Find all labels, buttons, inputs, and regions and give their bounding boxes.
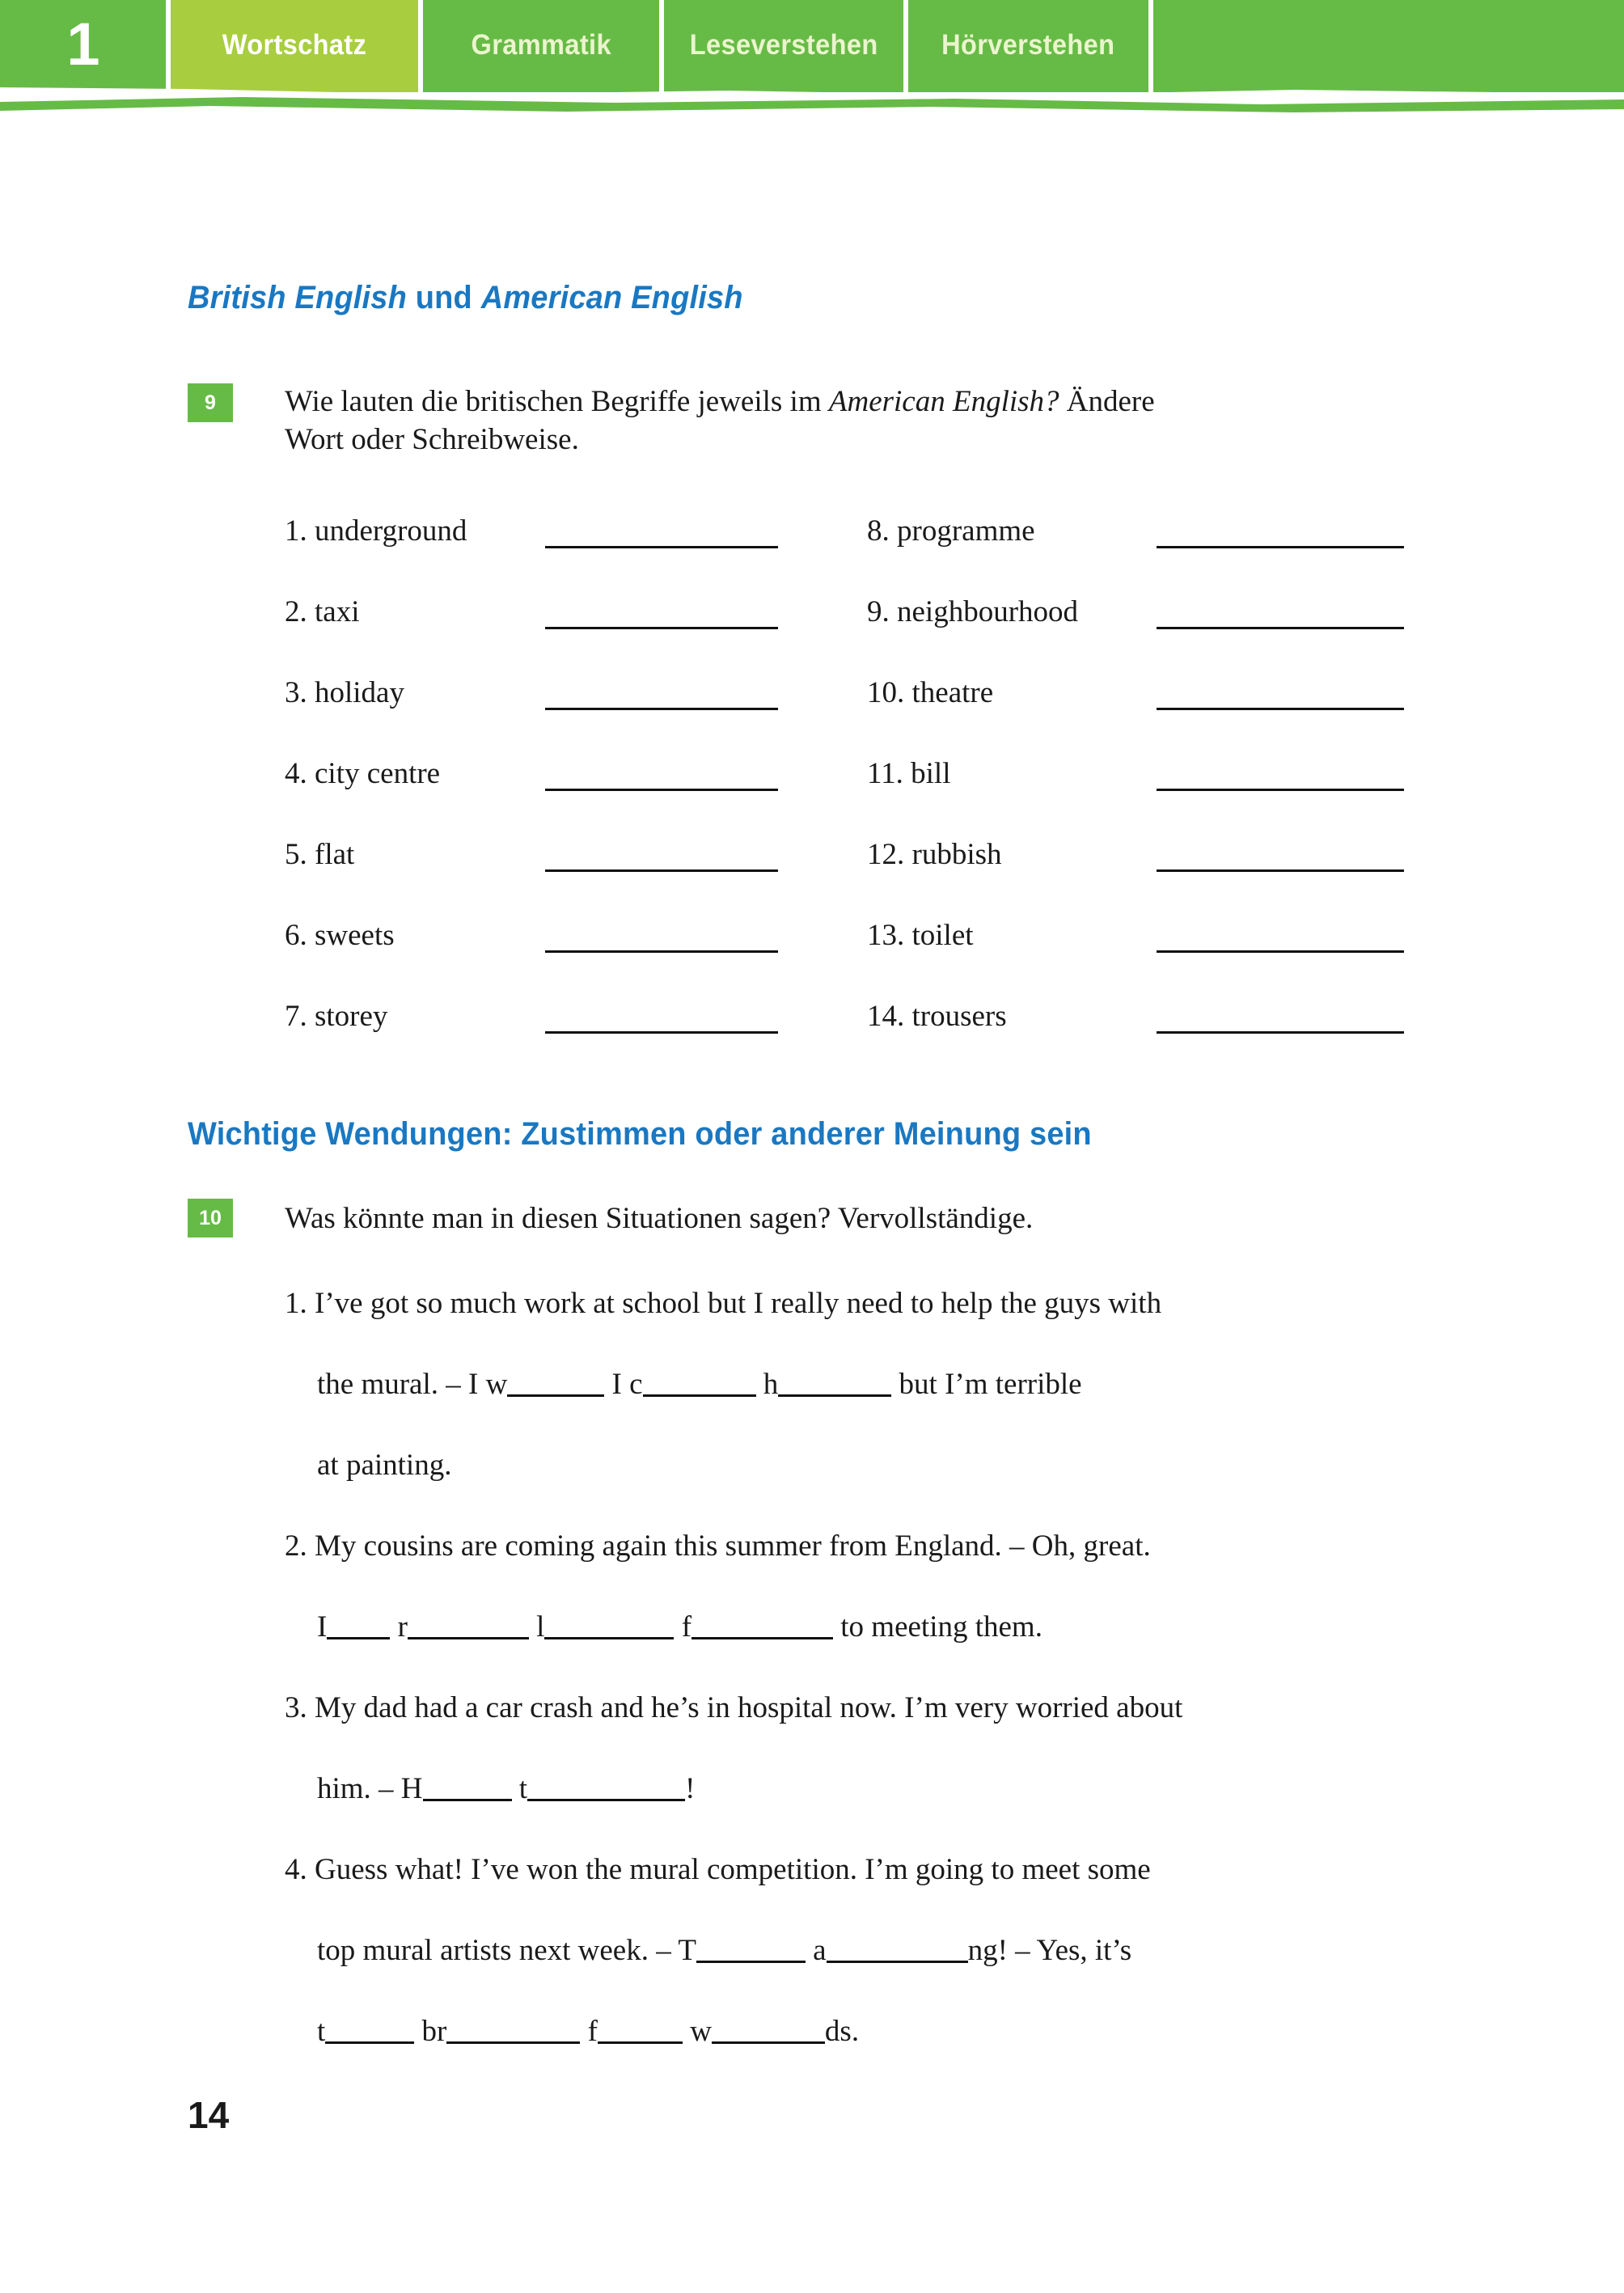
vocab-term: storey xyxy=(315,1000,388,1033)
item-text: br xyxy=(414,2015,447,2048)
answer-blank[interactable] xyxy=(778,1372,891,1397)
tab-separator xyxy=(1148,0,1153,92)
tab-grammatik[interactable] xyxy=(423,0,659,92)
item-text: l xyxy=(528,1610,545,1644)
page-number: 14 xyxy=(188,2094,230,2136)
vocab-num: 2. xyxy=(285,595,307,628)
vocab-item-2 xyxy=(285,594,545,629)
vocab-item-6 xyxy=(285,918,545,953)
exercise-9-instruction xyxy=(285,383,1417,459)
vocab-row xyxy=(285,1001,778,1034)
item-text: t xyxy=(317,2015,326,2048)
answer-blank[interactable] xyxy=(325,2019,414,2044)
vocab-answer-blank-4[interactable] xyxy=(545,764,778,791)
vocab-row xyxy=(285,678,778,710)
vocab-num: 11. xyxy=(867,757,903,790)
answer-blank[interactable] xyxy=(643,1372,756,1397)
tab-hoerverstehen[interactable] xyxy=(908,0,1148,92)
vocab-answer-blank-13[interactable] xyxy=(1157,926,1404,953)
item-text: r xyxy=(390,1610,408,1644)
vocab-row xyxy=(285,920,778,953)
vocab-row xyxy=(285,759,778,791)
tab-wortschatz[interactable] xyxy=(171,0,418,92)
exercise-10-item-4-line-2 xyxy=(317,1936,1131,1965)
vocab-term: underground xyxy=(315,514,467,548)
vocab-num: 14. xyxy=(867,1000,905,1033)
heading-american-english: American English xyxy=(480,280,743,315)
exercise-10-item-2-line-1 xyxy=(285,1531,1151,1561)
vocab-item-3 xyxy=(285,675,545,710)
chapter-number-cell xyxy=(0,0,166,92)
vocab-item-12 xyxy=(867,837,1157,872)
vocab-item-13 xyxy=(867,918,1157,953)
vocab-item-9 xyxy=(867,594,1157,629)
vocab-row xyxy=(285,516,778,548)
vocab-row xyxy=(867,1001,1404,1034)
vocab-item-14 xyxy=(867,999,1157,1034)
vocab-row xyxy=(285,597,778,629)
item-text: I c xyxy=(604,1368,643,1401)
vocab-item-7 xyxy=(285,999,545,1034)
item-num: 4. xyxy=(285,1853,307,1886)
vocab-item-5 xyxy=(285,837,545,872)
tab-hoerverstehen-label: Hörverstehen xyxy=(941,28,1115,61)
vocab-num: 12. xyxy=(867,838,905,871)
vocab-term: city centre xyxy=(315,757,441,790)
item-text: f xyxy=(580,2015,598,2048)
vocab-item-4 xyxy=(285,756,545,791)
vocab-num: 7. xyxy=(285,1000,307,1033)
vocab-term: programme xyxy=(897,514,1035,548)
item-text: ds. xyxy=(824,2015,860,2048)
item-num: 1. xyxy=(285,1287,307,1320)
exercise-10-item-3-line-2 xyxy=(317,1774,695,1804)
section-heading-wichtige-wendungen: Wichtige Wendungen: Zustimmen oder anderer Meinung sein xyxy=(188,1116,1092,1152)
heading-british-english: British English xyxy=(188,280,407,315)
item-text: top mural artists next week. – T xyxy=(317,1934,696,1967)
chapter-number: 1 xyxy=(66,11,99,78)
vocab-answer-blank-8[interactable] xyxy=(1157,522,1404,548)
item-text: w xyxy=(682,2015,712,2048)
item-num: 2. xyxy=(285,1529,307,1563)
vocab-num: 6. xyxy=(285,919,307,952)
answer-blank[interactable] xyxy=(696,1938,806,1963)
vocab-row xyxy=(285,840,778,872)
header-brush-stroke xyxy=(0,97,1624,113)
exercise-10-item-1-line-1 xyxy=(285,1288,1161,1318)
vocab-num: 3. xyxy=(285,676,307,709)
vocab-term: toilet xyxy=(911,919,974,952)
vocab-answer-blank-2[interactable] xyxy=(545,603,778,629)
vocab-row xyxy=(867,516,1404,548)
answer-blank[interactable] xyxy=(827,1938,968,1963)
exercise-10-item-1-line-3: at painting. xyxy=(317,1449,452,1482)
exercise-9-instruction-b: Ändere xyxy=(1059,385,1155,418)
item-text: f xyxy=(674,1610,692,1644)
vocab-item-8 xyxy=(867,514,1157,548)
vocab-term: bill xyxy=(911,757,951,790)
section-heading-british-american xyxy=(188,280,743,316)
item-text: the mural. – I w xyxy=(317,1368,508,1401)
vocab-answer-blank-5[interactable] xyxy=(545,845,778,872)
vocab-term: sweets xyxy=(315,919,395,952)
exercise-10-item-3-line-1 xyxy=(285,1693,1182,1723)
item-text: ng! – Yes, it’s xyxy=(967,1934,1132,1967)
vocab-item-1 xyxy=(285,514,545,548)
tab-grammatik-label: Grammatik xyxy=(471,28,611,61)
item-text: but I’m terrible xyxy=(891,1368,1082,1401)
vocab-num: 8. xyxy=(867,514,890,548)
vocab-num: 4. xyxy=(285,757,307,790)
vocab-answer-blank-1[interactable] xyxy=(545,522,778,548)
tab-leseverstehen[interactable] xyxy=(664,0,903,92)
exercise-10-item-2-line-2 xyxy=(317,1612,1042,1642)
answer-blank[interactable] xyxy=(446,2019,580,2044)
vocab-answer-blank-10[interactable] xyxy=(1157,683,1404,710)
exercise-9-instruction-a: Wie lauten die britischen Begriffe jeweils im xyxy=(285,385,829,418)
vocab-answer-blank-14[interactable] xyxy=(1157,1007,1404,1034)
vocab-num: 1. xyxy=(285,514,307,548)
tab-wortschatz-label: Wortschatz xyxy=(222,28,367,61)
exercise-10-number: 10 xyxy=(199,1206,222,1229)
exercise-9-instruction-em: American English? xyxy=(828,385,1059,418)
answer-blank[interactable] xyxy=(327,1614,390,1639)
vocab-term: flat xyxy=(315,838,355,871)
vocab-term: trousers xyxy=(911,1000,1007,1033)
exercise-number-badge-10 xyxy=(188,1199,233,1237)
exercise-10-instruction: Was könnte man in diesen Situationen sagen? Vervollständige. xyxy=(285,1202,1034,1235)
vocab-answer-blank-6[interactable] xyxy=(545,926,778,953)
page-header xyxy=(0,0,1624,95)
vocab-term: rubbish xyxy=(911,838,1002,871)
exercise-10-item-4-line-3 xyxy=(317,2016,859,2046)
vocab-term: holiday xyxy=(315,676,404,709)
vocab-answer-blank-11[interactable] xyxy=(1157,764,1404,791)
vocab-term: neighbourhood xyxy=(897,595,1079,628)
exercise-9-number: 9 xyxy=(205,391,216,414)
item-text: a xyxy=(805,1934,827,1967)
vocab-term: theatre xyxy=(911,676,994,709)
vocab-row xyxy=(867,920,1404,953)
exercise-10-item-4-line-1 xyxy=(285,1855,1151,1885)
answer-blank[interactable] xyxy=(544,1614,674,1639)
vocab-num: 10. xyxy=(867,676,905,709)
item-text: h xyxy=(755,1368,779,1401)
vocab-answer-blank-9[interactable] xyxy=(1157,603,1404,629)
answer-blank[interactable] xyxy=(598,2019,683,2044)
item-text: him. – H xyxy=(317,1772,423,1805)
exercise-10-item-1-line-2 xyxy=(317,1369,1082,1399)
item-text: My cousins are coming again this summer from England. – Oh, great. xyxy=(315,1529,1151,1563)
exercise-9-instruction-line2: Wort oder Schreibweise. xyxy=(285,423,579,457)
answer-blank[interactable] xyxy=(408,1614,529,1639)
vocab-term: taxi xyxy=(315,595,360,628)
heading-und: und xyxy=(406,280,481,315)
item-text: My dad had a car crash and he’s in hospital now. I’m very worried about xyxy=(315,1691,1183,1724)
vocab-row xyxy=(867,759,1404,791)
vocab-answer-blank-12[interactable] xyxy=(1157,845,1404,872)
item-text: ! xyxy=(685,1772,696,1805)
answer-blank[interactable] xyxy=(423,1776,512,1801)
item-text: Guess what! I’ve won the mural competition. I’m going to meet some xyxy=(315,1853,1151,1886)
vocab-answer-blank-7[interactable] xyxy=(545,1007,778,1034)
answer-blank[interactable] xyxy=(507,1372,604,1397)
vocab-row xyxy=(867,840,1404,872)
item-text: I’ve got so much work at school but I really need to help the guys with xyxy=(315,1287,1162,1320)
vocab-num: 5. xyxy=(285,838,307,871)
answer-blank[interactable] xyxy=(527,1776,685,1801)
vocab-row xyxy=(867,597,1404,629)
item-text: to meeting them. xyxy=(833,1610,1042,1644)
item-num: 3. xyxy=(285,1691,307,1724)
vocab-num: 9. xyxy=(867,595,890,628)
item-text: t xyxy=(511,1772,528,1805)
exercise-number-badge-9 xyxy=(188,383,233,422)
tab-leseverstehen-label: Leseverstehen xyxy=(689,28,878,61)
vocab-answer-blank-3[interactable] xyxy=(545,683,778,710)
answer-blank[interactable] xyxy=(691,1614,833,1639)
vocab-item-10 xyxy=(867,675,1157,710)
vocab-item-11 xyxy=(867,756,1157,791)
vocab-num: 13. xyxy=(867,919,905,952)
item-text: I xyxy=(317,1610,328,1644)
answer-blank[interactable] xyxy=(712,2019,825,2044)
vocab-row xyxy=(867,678,1404,710)
